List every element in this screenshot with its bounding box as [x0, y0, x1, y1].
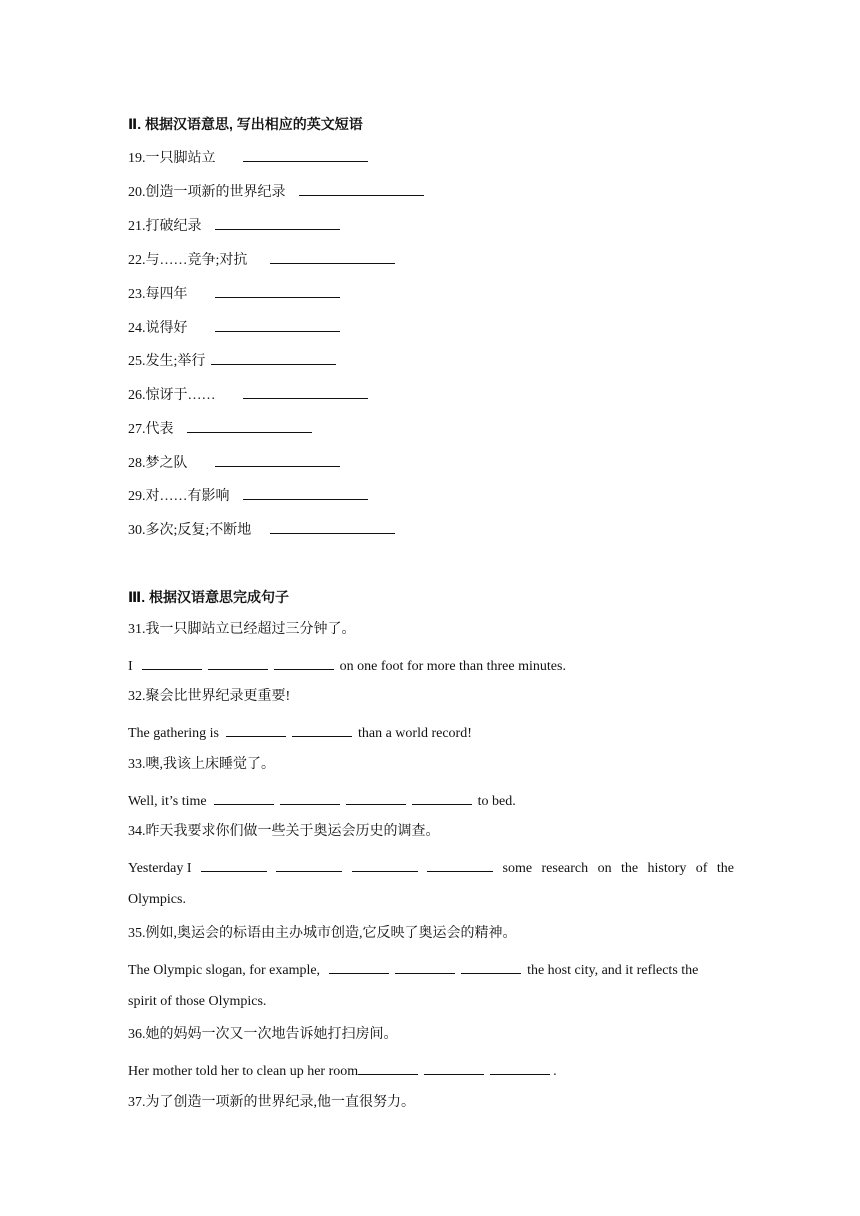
sentence-end: .: [553, 1064, 557, 1079]
q34-english: [128, 857, 734, 878]
q31-english: [128, 655, 566, 676]
answer-blank[interactable]: [274, 655, 334, 670]
item-label: 24.说得好: [128, 321, 188, 336]
answer-blank[interactable]: [352, 857, 418, 872]
sentence-end: the host city, and it reflects the: [527, 963, 699, 978]
answer-blank[interactable]: [270, 519, 395, 534]
q34-english-continued: Olympics.: [128, 892, 186, 907]
item-label: 28.梦之队: [128, 456, 188, 471]
q34-chinese: 34.昨天我要求你们做一些关于奥运会历史的调查。: [128, 824, 440, 839]
q37-chinese: 37.为了创造一项新的世界纪录,他一直很努力。: [128, 1095, 415, 1110]
sentence-start: The Olympic slogan, for example,: [128, 963, 321, 978]
item-label: 21.打破纪录: [128, 219, 202, 234]
phrase-item-28: [128, 452, 343, 473]
phrase-item-26: [128, 384, 371, 405]
q32-english: [128, 722, 472, 743]
phrase-item-23: [128, 283, 343, 304]
answer-blank[interactable]: [270, 249, 395, 264]
answer-blank[interactable]: [243, 147, 368, 162]
phrase-item-22: [128, 249, 398, 270]
answer-blank[interactable]: [490, 1060, 550, 1075]
sentence-start: I: [128, 659, 133, 674]
q32-chinese: 32.聚会比世界纪录更重要!: [128, 689, 291, 704]
phrase-item-24: [128, 317, 343, 338]
sentence-word: history: [647, 861, 687, 876]
item-label: 22.与……竞争;对抗: [128, 253, 248, 268]
sentence-end: on one foot for more than three minutes.: [339, 659, 566, 674]
phrase-item-25: [128, 350, 339, 371]
answer-blank[interactable]: [215, 317, 340, 332]
item-label: 29.对……有影响: [128, 489, 230, 504]
phrase-item-19: [128, 147, 371, 168]
item-label: 25.发生;举行: [128, 354, 206, 369]
sentence-start: Her mother told her to clean up her room: [128, 1064, 359, 1079]
phrase-item-30: [128, 519, 398, 540]
item-label: 30.多次;反复;不断地: [128, 523, 252, 538]
q33-english: [128, 790, 516, 811]
answer-blank[interactable]: [187, 418, 312, 433]
sentence-word: the: [620, 861, 639, 876]
phrase-item-21: [128, 215, 343, 236]
sentence-word: of: [695, 861, 708, 876]
answer-blank[interactable]: [358, 1060, 418, 1075]
q36-english: [128, 1060, 557, 1081]
answer-blank[interactable]: [201, 857, 267, 872]
item-label: 27.代表: [128, 422, 174, 437]
sentence-start: Well, it’s time: [128, 794, 207, 809]
phrase-item-27: [128, 418, 315, 439]
answer-blank[interactable]: [292, 722, 352, 737]
answer-blank[interactable]: [299, 181, 424, 196]
answer-blank[interactable]: [215, 215, 340, 230]
answer-blank[interactable]: [424, 1060, 484, 1075]
sentence-start: Yesterday I: [128, 861, 192, 876]
item-label: 23.每四年: [128, 287, 188, 302]
answer-blank[interactable]: [276, 857, 342, 872]
section-2-heading: Ⅱ. 根据汉语意思, 写出相应的英文短语: [128, 116, 363, 132]
q31-chinese: 31.我一只脚站立已经超过三分钟了。: [128, 622, 356, 637]
answer-blank[interactable]: [461, 959, 521, 974]
answer-blank[interactable]: [215, 452, 340, 467]
sentence-word: some: [502, 861, 533, 876]
sentence-word: the: [716, 861, 734, 876]
answer-blank[interactable]: [395, 959, 455, 974]
item-label: 19.一只脚站立: [128, 151, 216, 166]
answer-blank[interactable]: [215, 283, 340, 298]
section-3-heading: Ⅲ. 根据汉语意思完成句子: [128, 589, 290, 605]
sentence-end: than a world record!: [357, 726, 472, 741]
answer-blank[interactable]: [427, 857, 493, 872]
item-label: 20.创造一项新的世界纪录: [128, 185, 286, 200]
answer-blank[interactable]: [243, 384, 368, 399]
phrase-item-29: [128, 485, 371, 506]
answer-blank[interactable]: [412, 790, 472, 805]
q36-chinese: 36.她的妈妈一次又一次地告诉她打扫房间。: [128, 1027, 398, 1042]
answer-blank[interactable]: [280, 790, 340, 805]
q33-chinese: 33.噢,我该上床睡觉了。: [128, 757, 275, 772]
answer-blank[interactable]: [329, 959, 389, 974]
phrase-item-20: [128, 181, 427, 202]
answer-blank[interactable]: [346, 790, 406, 805]
sentence-word: on: [597, 861, 612, 876]
answer-blank[interactable]: [208, 655, 268, 670]
sentence-end: to bed.: [477, 794, 516, 809]
answer-blank[interactable]: [214, 790, 274, 805]
q35-chinese: 35.例如,奥运会的标语由主办城市创造,它反映了奥运会的精神。: [128, 926, 517, 941]
sentence-start: The gathering is: [128, 726, 219, 741]
answer-blank[interactable]: [211, 350, 336, 365]
q35-english: [128, 959, 698, 980]
sentence-word: research: [541, 861, 589, 876]
item-label: 26.惊讶于……: [128, 388, 216, 403]
answer-blank[interactable]: [243, 485, 368, 500]
answer-blank[interactable]: [226, 722, 286, 737]
q35-english-continued: spirit of those Olympics.: [128, 994, 267, 1009]
answer-blank[interactable]: [142, 655, 202, 670]
